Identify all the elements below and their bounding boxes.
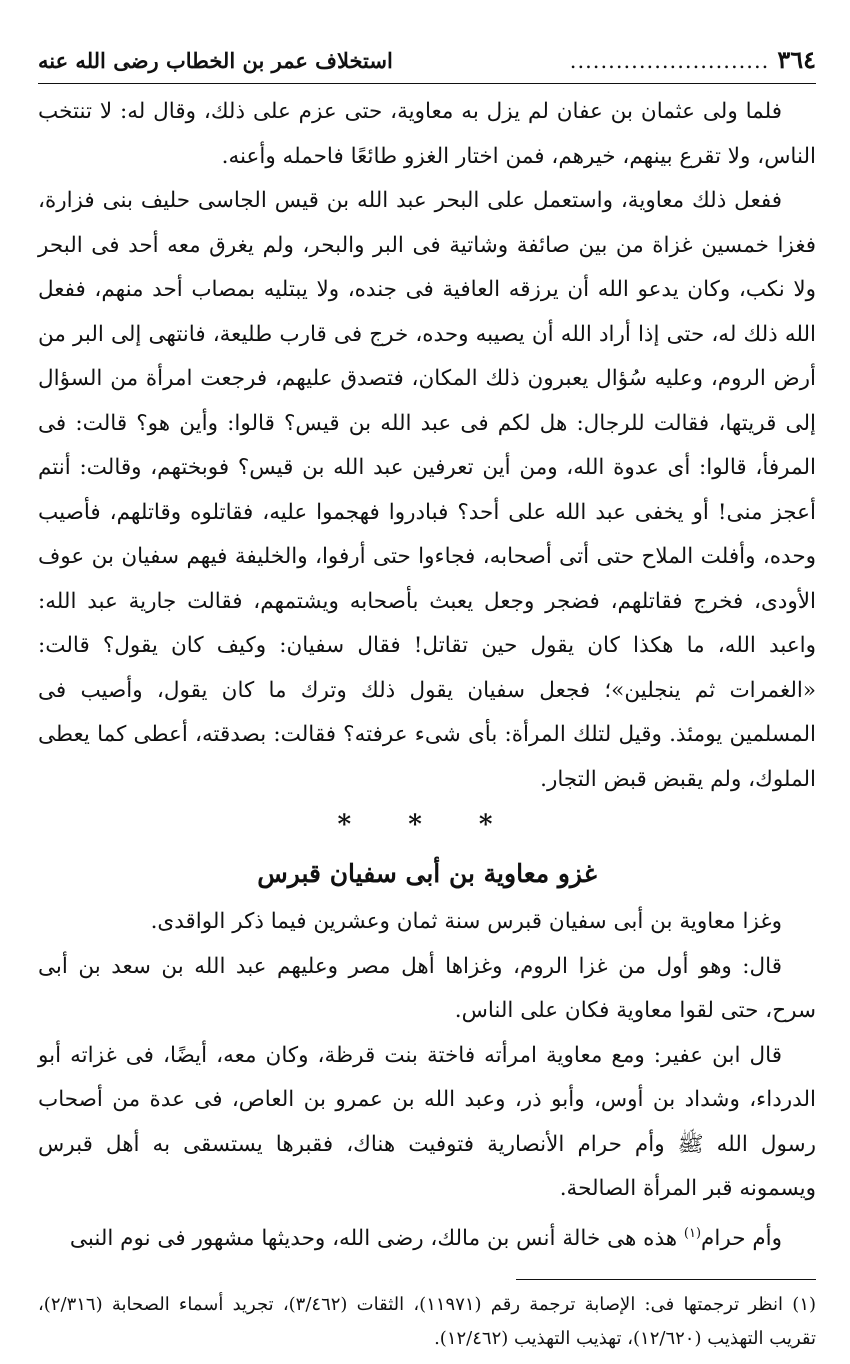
- footnote-reference[interactable]: (١): [683, 1225, 702, 1241]
- running-header: [38, 40, 816, 84]
- footnote: (١) انظر ترجمتها فى: الإصابة ترجمة رقم (١١٩٧١)، الثقات (٣/٤٦٢)، تجريد أسماء الصحابة (٢/٣١٦)، تقريب التهذيب (١٢/٦٢٠)، تهذيب التهذيب (١٢/٤٦٢).: [38, 1294, 817, 1350]
- section-title: غزو معاوية بن أبى سفيان قبرس: [257, 859, 597, 888]
- paragraph: قال: وهو أول من غزا الروم، وغزاها أهل مصر وعليهم عبد الله بن سعد بن أبى سرح، حتى لقوا معاوية فكان على الناس.: [38, 953, 816, 1023]
- paragraph: فلما ولى عثمان بن عفان لم يزل به معاوية، حتى عزم على ذلك، وقال له: لا تنتخب الناس، ولا تقرع بينهم، خيرهم، فمن اختار الغزو طائعًا فاحمله وأعنه.: [38, 99, 816, 169]
- header-right: [570, 40, 816, 81]
- chapter-title: استخلاف عمر بن الخطاب رضى الله عنه: [38, 48, 393, 73]
- paragraph: قال ابن عفير: ومع معاوية امرأته فاختة بنت قرظة، وكان معه، أيضًا، فى غزاته أبو الدرداء، وشداد بن أوس، وأبو ذر، وعبد الله بن عمرو بن العاص، فى عدة من أصحاب رسول الله ﷺ وأم حرام الأنصارية فتوفيت هناك، فقبرها يستسقى به أهل قبرس ويسمونه قبر المرأة الصالحة.: [38, 1042, 816, 1201]
- paragraph-text-end: هذه هى خالة أنس بن مالك، رضى الله، وحديثها مشهور فى نوم النبى: [69, 1225, 684, 1251]
- paragraph-text-start: وأم حرام: [701, 1225, 782, 1251]
- book-page: [38, 40, 816, 1356]
- footnote-divider: [516, 1279, 816, 1280]
- section-separator: * * *: [337, 810, 517, 840]
- header-dots: ..........................: [569, 49, 770, 73]
- paragraph: ففعل ذلك معاوية، واستعمل على البحر عبد الله بن قيس الجاسى حليف بنى فزارة، فغزا خمسين غزاة من بين صائفة وشاتية فى البر والبحر، ولم يغرق معه أحد فى البحر ولا نكب، وكان يدعو الله أن يرزقه العافية فى جنده، ولا يبتليه بمصاب أحد منهم، ففعل الله ذلك له، حتى إذا أراد الله أن يصيبه وحده، خرج فى قارب طليعة، فانتهى إلى البر من أرض الروم، وعليه سُؤال يعبرون ذلك المكان، فتصدق عليهم، فرجعت امرأة من السؤال إلى قريتها، فقالت للرجال: هل لكم فى عبد الله بن قيس؟ قالوا: وأين هو؟ قالت: فى المرفأ، قالوا: أى عدوة الله، ومن أين تعرفين عبد الله بن قيس؟ فوبختهم، وقالت: أنتم أعجز منى! أو يخفى عبد الله على أحد؟ فبادروا فهجموا عليه، فقاتلوه وقاتلهم، فأصيب وحده، وأفلت الملاح حتى أتى أصحابه، فجاءوا حتى أرفوا، والخليفة فيهم سفيان بن عوف الأودى، فخرج فقاتلهم، فضجر وجعل يعبث بأصحابه ويشتمهم، فقالت جارية عبد الله: واعبد الله، ما هكذا كان يقول حين تقاتل! فقال سفيان: وكيف كان يقول؟ قالت: «الغمرات ثم ينجلين»؛ فجعل سفيان يقول ذلك وترك ما كان يقول، وأصيب فى المسلمين يومئذ. وقيل لتلك المرأة: بأى شىء عرفته؟ فقالت: بصدقته، أعطى كما يعطى الملوك، ولم يقبض قبض التجار.: [38, 188, 816, 792]
- paragraph-with-footnote-ref: [38, 1212, 816, 1262]
- paragraph: وغزا معاوية بن أبى سفيان قبرس سنة ثمان وعشرين فيما ذكر الواقدى.: [150, 909, 782, 934]
- page-number: ٣٦٤: [777, 45, 816, 74]
